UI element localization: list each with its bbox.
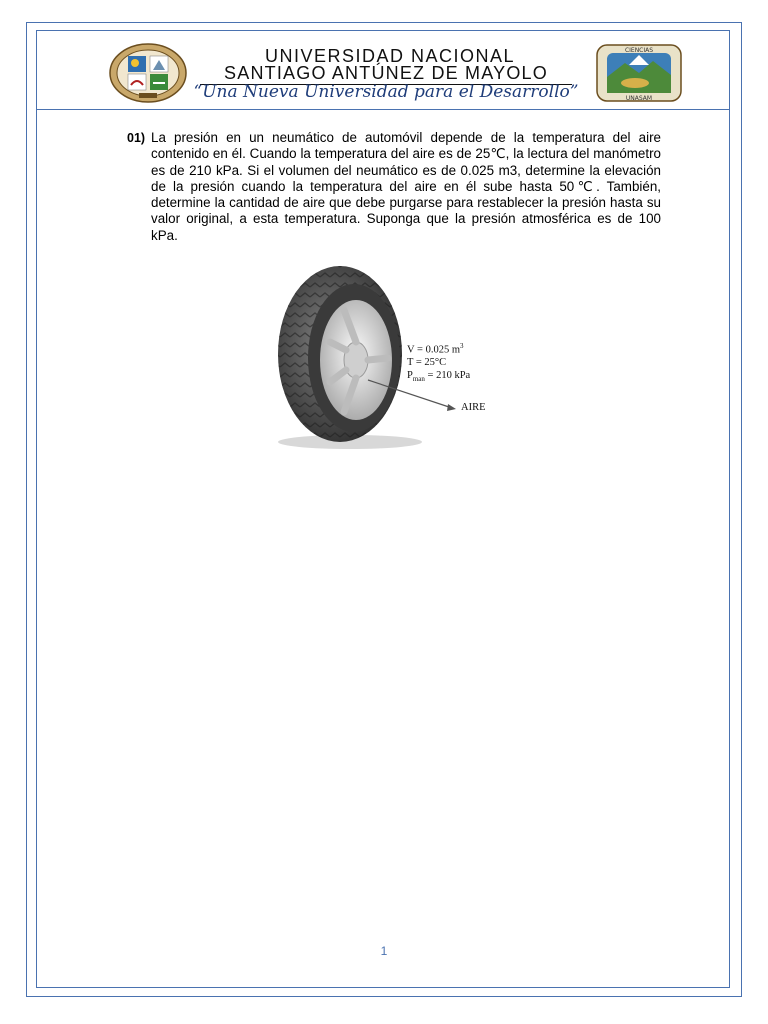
problem-text: La presión en un neumático de automóvil depende de la temperatura del aire contenido en él. Cuando la temperatura del aire es de 25℃, la lectura del manómetro es de 210 kPa. Si el volumen del neumático es de 0.025 m3, determine la elevación de la presión cuando la temperatura del aire en él sube hasta 50℃. También, determine la cantidad de aire que debe purgarse para restablecer la presión hasta su valor original, a esta temperatura. Suponga que la presión atmosférica es de 100 kPa.: [151, 130, 661, 243]
problem-statement: [127, 130, 661, 244]
pressure-label: $P_{man} = 210$ kPa: [407, 370, 471, 384]
university-crest-icon: [109, 43, 187, 103]
air-label: AIRE: [461, 402, 486, 413]
tire-figure: [270, 262, 500, 452]
university-name-line1: UNIVERSIDAD NACIONAL: [264, 46, 516, 66]
faculty-seal-icon: [595, 43, 683, 103]
temperature-label: T = 25°C: [407, 357, 447, 368]
problem-number: 01): [127, 131, 146, 145]
university-motto: “Una Nueva Universidad para el Desarrollo”: [193, 82, 579, 102]
seal-top-text: CIENCIAS: [624, 47, 654, 54]
page-number: 1: [380, 944, 388, 958]
header-divider: [36, 109, 730, 110]
university-name-line2: SANTIAGO ANTÚNEZ DE MAYOLO: [200, 63, 572, 85]
seal-bottom-text: UNASAM: [625, 95, 653, 102]
volume-label: V = 0.025 $m^3$: [407, 342, 464, 356]
tire-icon: [270, 262, 500, 452]
